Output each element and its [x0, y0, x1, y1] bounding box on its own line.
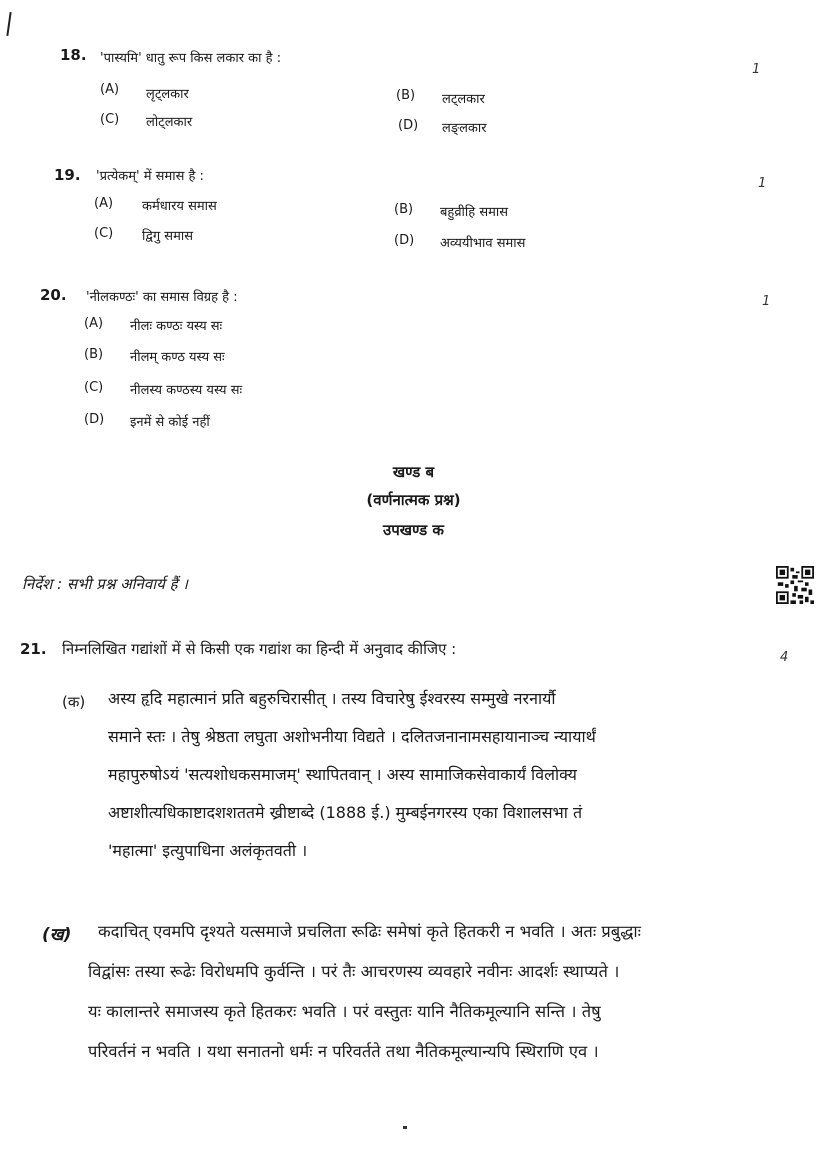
passage-line: कदाचित् एवमपि दृश्यते यत्समाजे प्रचलिता रूढिः समेषां कृते हितकरी न भवति । अतः प्रबुद्धाः [98, 922, 642, 941]
option-d-label: (D) [84, 412, 105, 427]
option-b-text: लट्लकार [442, 92, 485, 107]
subsection-title: उपखण्ड क [383, 521, 444, 539]
option-b-text: नीलम् कण्ठ यस्य सः [130, 350, 225, 365]
question-text: 'पास्यमि' धातु रूप किस लकार का है : [100, 51, 282, 66]
question-marks: 1 [752, 62, 761, 77]
option-b-label: (B) [394, 202, 414, 217]
passage-kha-label: (ख) [42, 925, 72, 945]
option-c-label: (C) [100, 112, 120, 127]
question-number: 21. [20, 640, 47, 658]
question-marks: 1 [762, 294, 771, 309]
option-c-text: लोट्लकार [146, 115, 193, 130]
option-d-label: (D) [398, 118, 419, 133]
option-d-text: लङ्लकार [442, 121, 487, 136]
option-c-text: द्विगु समास [142, 229, 194, 244]
question-number: 18. [60, 46, 87, 64]
option-a-text: कर्मधारय समास [142, 199, 217, 214]
passage-ka [108, 680, 748, 870]
option-a-text: नीलः कण्ठः यस्य सः [130, 319, 223, 334]
passage-ka-label: (क) [62, 693, 86, 711]
passage-line: अष्टाशीत्यधिकाष्टादशशततमे ख्रीष्टाब्दे (1888 ई.) मुम्बईनगरस्य एका विशालसभा तं [108, 803, 583, 822]
question-number: 19. [54, 166, 81, 184]
option-b-label: (B) [84, 347, 104, 362]
option-c-label: (C) [94, 226, 114, 241]
option-b-label: (B) [396, 88, 416, 103]
question-number: 20. [40, 286, 67, 304]
option-d-text: अव्ययीभाव समास [440, 236, 526, 251]
passage-line: अस्य हृदि महात्मानं प्रति बहुरुचिरासीत् । तस्य विचारेषु ईश्वरस्य सम्मुखे नरनार्यौ [108, 689, 556, 708]
passage-line: परिवर्तनं न भवति । यथा सनातनो धर्मः न परिवर्तते तथा नैतिकमूल्यान्यपि स्थिराणि एव । [88, 1042, 599, 1061]
question-marks: 4 [780, 650, 789, 665]
question-text: 'प्रत्येकम्' में समास है : [96, 169, 204, 184]
section-subtitle: (वर्णनात्मक प्रश्न) [366, 491, 461, 509]
question-marks: 1 [758, 176, 767, 191]
passage-line: समाने स्तः । तेषु श्रेष्ठता लघुता अशोभनीया विद्यते । दलितजनानामसहायानाञ्च न्यायार्थं [108, 727, 596, 746]
passage-line: विद्वांसः तस्या रूढेः विरोधमपि कुर्वन्ति । परं तैः आचरणस्य व्यवहारे नवीनः आदर्शः स्थाप्यते । [88, 962, 620, 981]
section-title: खण्ड ब [392, 463, 435, 481]
option-a-label: (A) [100, 82, 120, 97]
option-a-text: लृट्लकार [146, 87, 189, 102]
qr-code-icon [776, 566, 814, 604]
page-dot [403, 1126, 407, 1129]
instruction-text: निर्देश : सभी प्रश्न अनिवार्य हैं । [22, 575, 188, 593]
question-text: 'नीलकण्ठः' का समास विग्रह है : [86, 290, 238, 305]
option-d-text: इनमें से कोई नहीं [130, 415, 210, 430]
passage-line: 'महात्मा' इत्युपाधिना अलंकृतवती । [108, 841, 308, 860]
margin-tick-mark [6, 12, 11, 36]
passage-kha [88, 912, 753, 1072]
option-a-label: (A) [94, 196, 114, 211]
option-d-label: (D) [394, 233, 415, 248]
option-c-text: नीलस्य कण्ठस्य यस्य सः [130, 383, 243, 398]
option-a-label: (A) [84, 316, 104, 331]
passage-line: महापुरुषोऽयं 'सत्यशोधकसमाजम्' स्थापितवान् । अस्य सामाजिकसेवाकार्यं विलोक्य [108, 765, 577, 784]
question-text: निम्नलिखित गद्यांशों में से किसी एक गद्यांश का हिन्दी में अनुवाद कीजिए : [62, 640, 457, 658]
option-b-text: बहुव्रीहि समास [440, 205, 509, 220]
passage-line: यः कालान्तरे समाजस्य कृते हितकरः भवति । परं वस्तुतः यानि नैतिकमूल्यानि सन्ति । तेषु [88, 1002, 601, 1021]
option-c-label: (C) [84, 380, 104, 395]
